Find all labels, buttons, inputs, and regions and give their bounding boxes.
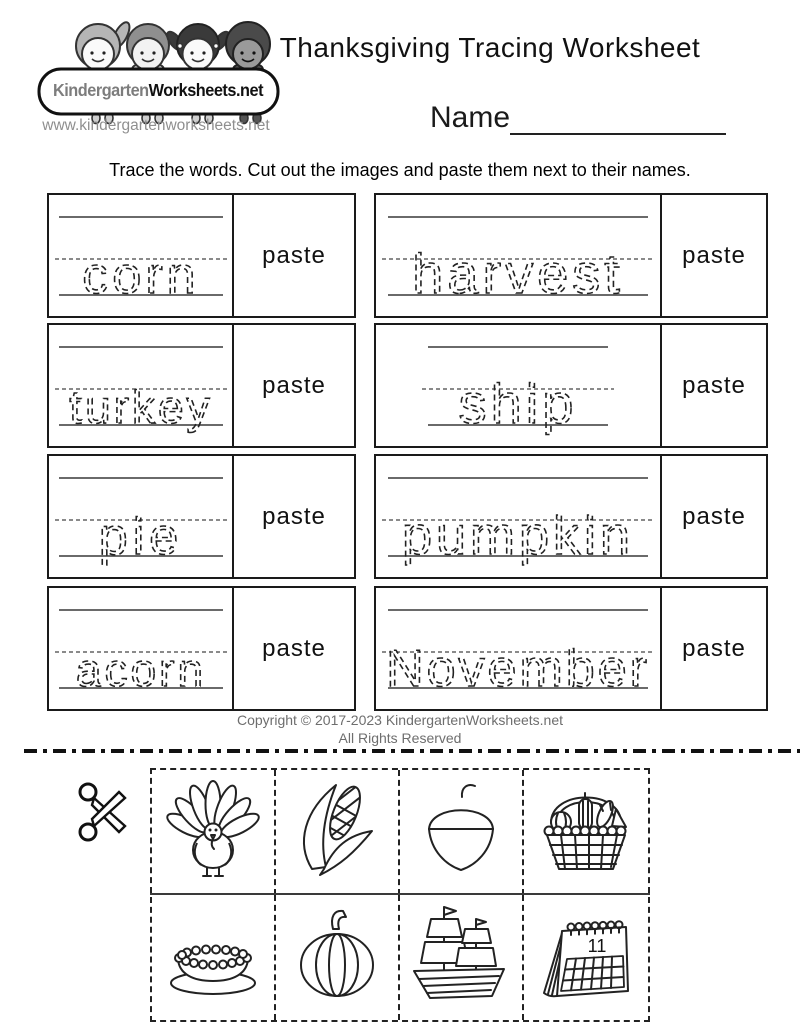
logo-wordmark-kindergarten: Kindergarten [52,80,149,100]
paste-box [232,588,354,709]
paste-box [232,456,354,577]
cutout-cell-turkey [152,770,276,895]
trace-lines-corn [49,195,232,316]
name-label: Name [430,101,511,134]
cutout-cell-pie [152,895,276,1020]
cutout-cell-acorn [400,770,524,895]
cutout-row-divider [150,893,650,895]
paste-label: paste [262,241,326,269]
trace-word-pie: pie [98,508,184,566]
trace-card-pumpkin [374,454,768,579]
ship-image [406,902,516,1014]
trace-word-corn: corn [82,247,200,305]
paste-label: paste [682,371,746,399]
kid-girl-pigtails [164,24,231,70]
copyright-line1: Copyright © 2017-2023 KindergartenWorksheets.net [236,712,564,728]
cutout-cell-corn [276,770,400,895]
paste-label: paste [682,241,746,269]
trace-card-turkey [47,323,356,448]
trace-lines-harvest [376,195,660,316]
paste-box [660,588,766,709]
trace-card-pie [47,454,356,579]
cut-dashed-line [0,746,800,756]
corn-image [282,776,392,888]
copyright-notice [0,712,800,747]
paste-box [232,195,354,316]
name-blank-line [510,103,726,135]
trace-lines-november [376,588,660,709]
trace-word-pumpkin: pumpkin [401,506,635,566]
paste-box [232,325,354,446]
website-url: www.kindergartenworksheets.net [42,117,270,134]
kid-girl-ponytail [76,20,133,70]
trace-card-november [374,586,768,711]
instruction-text: Trace the words. Cut out the images and paste them next to their names. [109,160,691,180]
trace-lines-pie [49,456,232,577]
paste-box [660,325,766,446]
trace-lines-acorn [49,588,232,709]
paste-label: paste [682,634,746,662]
trace-card-corn [47,193,356,318]
copyright-line2: All Rights Reserved [338,729,462,746]
trace-card-harvest [374,193,768,318]
scissors-icon [77,772,129,852]
trace-lines-turkey [49,325,232,446]
paste-box [660,195,766,316]
pumpkin-image [282,902,392,1014]
logo-wordmark [50,80,266,104]
trace-word-ship: ship [458,372,578,435]
paste-label: paste [682,502,746,530]
cutout-cell-ship [400,895,524,1020]
trace-word-turkey: turkey [69,381,213,433]
name-line [430,101,726,135]
harvest-basket-image [531,776,641,888]
paste-label: paste [262,371,326,399]
paste-box [660,456,766,577]
paste-label: paste [262,634,326,662]
cutout-cell-pumpkin [276,895,400,1020]
trace-lines-ship [376,325,660,446]
cutout-image-grid [150,768,650,1022]
turkey-image [158,776,268,888]
acorn-image [406,776,516,888]
logo-wordmark-worksheets: Worksheets.net [148,80,264,100]
kindergartenworksheets-logo [36,13,281,125]
trace-word-harvest: harvest [412,242,624,305]
trace-card-ship [374,323,768,448]
trace-word-acorn: acorn [75,644,207,696]
trace-card-acorn [47,586,356,711]
pie-image [158,902,268,1014]
page-title: Thanksgiving Tracing Worksheet [279,32,701,63]
trace-word-november: November [386,640,650,698]
trace-lines-pumpkin [376,456,660,577]
calendar-image [531,902,641,1014]
calendar-month-number: 11 [587,935,607,956]
cutout-cell-calendar [524,895,648,1020]
cutout-cell-harvest-basket [524,770,648,895]
paste-label: paste [262,502,326,530]
